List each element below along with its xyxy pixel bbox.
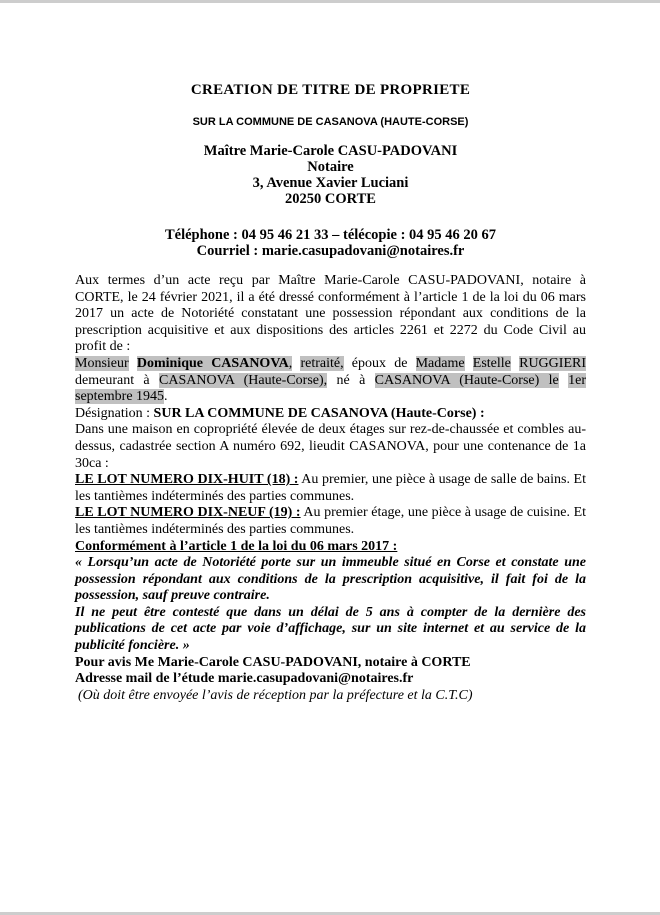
- law-heading: Conformément à l’article 1 de la loi du 06 mars 2017 :: [75, 538, 398, 554]
- notary-role-line: Notaire: [307, 159, 354, 175]
- beneficiary-name: Dominique CASANOVA: [136, 355, 289, 371]
- page-title: CREATION DE TITRE DE PROPRIETE: [190, 82, 471, 98]
- designation-text: Dans une maison en copropriété élevée de deux étages sur rez-de-chaussée et combles au-dessus, cadastrée section A numéro 692, lieudit CASANOVA, pour une contenance de 1a 30ca :: [75, 422, 586, 471]
- designation-label: Désignation :: [75, 405, 154, 421]
- notary-name-line: Maître Marie-Carole CASU-PADOVANI: [203, 143, 458, 159]
- law-quote-1: « Lorsqu’un acte de Notoriété porte sur un immeuble situé en Corse et constate une possession répondant aux conditions de la prescription acquisitive, il fait foi de la possession, sauf preuve contraire.: [75, 555, 586, 604]
- document-header: [75, 3, 586, 259]
- beneficiary-segment: Madame: [415, 355, 465, 371]
- residence-place: CASANOVA (Haute-Corse),: [159, 372, 328, 388]
- lot-18-text: Au premier, une pièce à usage de salle de bains. Et les tantièmes indéterminés des parties communes.: [75, 472, 586, 504]
- lot-19-heading: LE LOT NUMERO DIX-NEUF (19) :: [75, 505, 301, 521]
- phone-line: Téléphone : 04 95 46 21 33 – télécopie : 04 95 46 20 67: [164, 227, 497, 243]
- spouse-last-name: RUGGIERI: [519, 355, 586, 371]
- beneficiary-paragraph: Monsieur Dominique CASANOVA, retraité, époux de Madame Estelle RUGGIERI demeurant à CASANOVA (Haute-Corse), né à CASANOVA (Haute-Corse) le 1er septembre 1945.: [75, 355, 587, 405]
- beneficiary-segment: retraité,: [300, 355, 344, 371]
- lot-19-text: Au premier étage, une pièce à usage de cuisine. Et les tantièmes indéterminés des parties communes.: [75, 505, 587, 537]
- notary-street-line: 3, Avenue Xavier Luciani: [252, 175, 409, 191]
- birth-date: 1er septembre 1945: [75, 372, 587, 405]
- designation-title: SUR LA COMMUNE DE CASANOVA (Haute-Corse) :: [153, 405, 485, 421]
- spouse-first-name: Estelle: [472, 355, 511, 371]
- document-subtitle: SUR LA COMMUNE DE CASANOVA (HAUTE-CORSE): [192, 116, 469, 128]
- designation-heading: [75, 406, 586, 423]
- footnote-line: (Où doit être envoyée l’avis de réception par la préfecture et la C.T.C): [78, 687, 473, 703]
- document-body: [75, 273, 586, 704]
- signature-line: Pour avis Me Marie-Carole CASU-PADOVANI, notaire à CORTE: [75, 654, 471, 670]
- study-mail-line: Adresse mail de l’étude marie.casupadovani@notaires.fr: [75, 671, 414, 687]
- birth-place: CASANOVA (Haute-Corse) le: [374, 372, 559, 388]
- notary-city-line: 20250 CORTE: [285, 191, 376, 207]
- beneficiary-segment: Monsieur: [75, 355, 129, 371]
- intro-paragraph: [75, 273, 586, 356]
- email-line: Courriel : marie.casupadovani@notaires.fr: [196, 243, 465, 259]
- lot-18-heading: LE LOT NUMERO DIX-HUIT (18) :: [75, 472, 299, 488]
- law-quote-2: Il ne peut être contesté que dans un délai de 5 ans à compter de la dernière des publications de cet acte par voie d’affichage, sur un site internet et au service de la publicité foncière. »: [75, 604, 586, 654]
- notary-address-block: [75, 143, 586, 207]
- lot-19-paragraph: [75, 505, 586, 538]
- contact-block: [75, 227, 586, 259]
- designation-paragraph: [75, 422, 586, 472]
- intro-text: Aux termes d’un acte reçu par Maître Marie-Carole CASU-PADOVANI, notaire à CORTE, le 24 février 2021, il a été dressé conformément à l’article 1 de la loi du 06 mars 2017 un acte de Notoriété constatant une possession répondant aux conditions de la prescription acquisitive et aux dispositions des articles 2261 et 2272 du Code Civil au profit de :: [75, 273, 586, 355]
- lot-18-paragraph: [75, 472, 586, 505]
